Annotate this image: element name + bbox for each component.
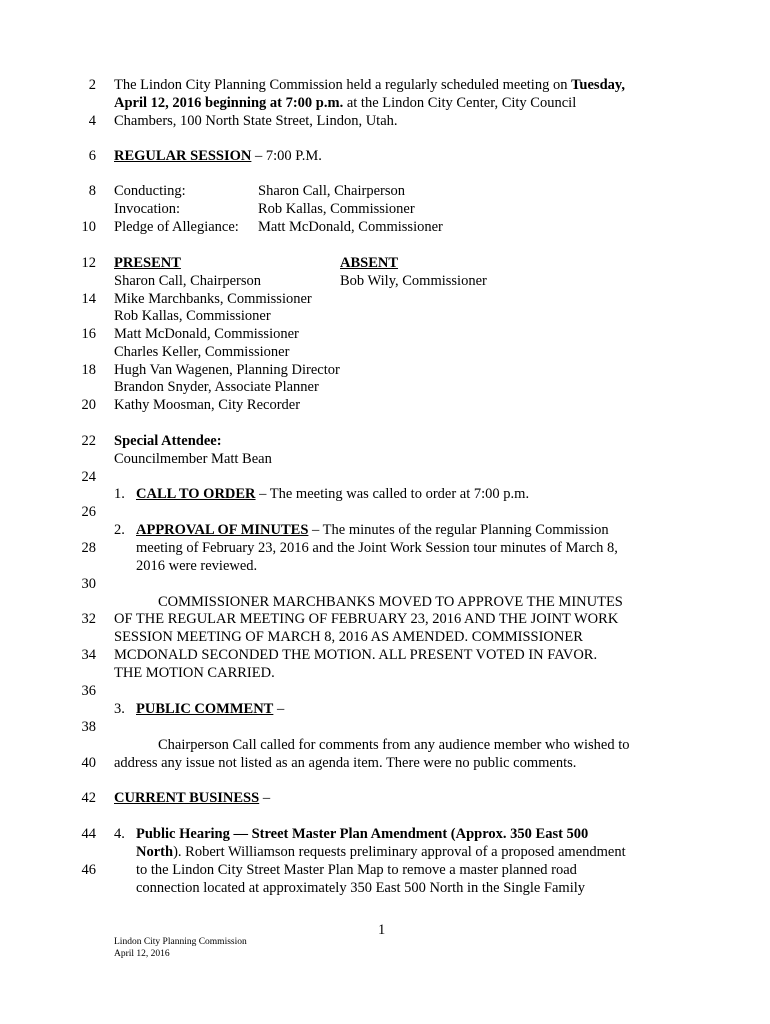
footer-line: April 12, 2016 [114, 949, 170, 959]
session-heading: REGULAR SESSION – 7:00 P.M. [114, 148, 322, 164]
line-number: 4 [88, 113, 96, 129]
absent-heading: ABSENT [340, 255, 399, 271]
present-name: Matt McDonald, Commissioner [114, 326, 299, 342]
line-number: 2 [88, 77, 96, 93]
present-name: Kathy Moosman, City Recorder [114, 397, 301, 413]
item-number: 4. [114, 826, 125, 842]
approval-text-line: meeting of February 23, 2016 and the Joint Work Session tour minutes of March 8, [136, 540, 618, 556]
intro-line-1: The Lindon City Planning Commission held a regularly scheduled meeting on Tuesday, [114, 77, 625, 93]
call-to-order: CALL TO ORDER – The meeting was called to order at 7:00 p.m. [136, 486, 530, 502]
item4-line: connection located at approximately 350 East 500 North in the Single Family [136, 880, 585, 896]
motion-line: SESSION MEETING OF MARCH 8, 2016 AS AMENDED. COMMISSIONER [114, 629, 583, 645]
motion-line: COMMISSIONER MARCHBANKS MOVED TO APPROVE THE MINUTES [158, 594, 623, 610]
line-number: 42 [81, 790, 96, 806]
line-number: 32 [81, 611, 96, 627]
role-label: Pledge of Allegiance: [114, 219, 239, 235]
line-number: 26 [81, 504, 96, 520]
intro-line-2: April 12, 2016 beginning at 7:00 p.m. at the Lindon City Center, City Council [114, 95, 577, 111]
item4-title-line: Public Hearing — Street Master Plan Amendment (Approx. 350 East 500 [136, 826, 589, 842]
item-number: 3. [114, 701, 125, 717]
present-heading: PRESENT [114, 255, 181, 271]
page-footer [114, 936, 247, 960]
line-number: 40 [81, 755, 96, 771]
present-name: Brandon Snyder, Associate Planner [114, 379, 319, 395]
role-value: Rob Kallas, Commissioner [258, 201, 415, 217]
intro-line-3: Chambers, 100 North State Street, Lindon, Utah. [114, 113, 398, 129]
line-number: 10 [81, 219, 96, 235]
role-label: Conducting: [114, 183, 186, 199]
approval-text-line: 2016 were reviewed. [136, 558, 258, 574]
special-attendee-name: Councilmember Matt Bean [114, 451, 272, 467]
line-number: 46 [81, 862, 96, 878]
line-number: 44 [81, 826, 96, 842]
item4-line: to the Lindon City Street Master Plan Map to remove a master planned road [136, 862, 577, 878]
present-name: Rob Kallas, Commissioner [114, 308, 271, 324]
current-business-heading: CURRENT BUSINESS – [114, 790, 271, 806]
line-number: 14 [81, 291, 96, 307]
public-comment: PUBLIC COMMENT – [136, 701, 285, 717]
motion-line: THE MOTION CARRIED. [114, 665, 275, 681]
present-name: Charles Keller, Commissioner [114, 344, 290, 360]
present-name: Mike Marchbanks, Commissioner [114, 291, 312, 307]
line-number: 38 [81, 719, 96, 735]
line-number: 28 [81, 540, 96, 556]
line-number: 20 [81, 397, 96, 413]
line-number: 8 [88, 183, 96, 199]
comment-line: address any issue not listed as an agenda item. There were no public comments. [114, 755, 577, 771]
line-number: 12 [81, 255, 96, 271]
motion-line: MCDONALD SECONDED THE MOTION. ALL PRESENT VOTED IN FAVOR. [114, 647, 598, 663]
line-number: 30 [81, 576, 96, 592]
line-number: 16 [81, 326, 96, 342]
footer-line: Lindon City Planning Commission [114, 937, 247, 947]
item-number: 1. [114, 486, 125, 502]
role-value: Matt McDonald, Commissioner [258, 219, 443, 235]
line-number: 36 [81, 683, 96, 699]
line-number: 22 [81, 433, 96, 449]
item4-line: North). Robert Williamson requests preliminary approval of a proposed amendment [136, 844, 626, 860]
motion-line: OF THE REGULAR MEETING OF FEBRUARY 23, 2016 AND THE JOINT WORK [114, 611, 619, 627]
absent-name: Bob Wily, Commissioner [340, 273, 487, 289]
line-number: 6 [88, 148, 96, 164]
item-number: 2. [114, 522, 125, 538]
role-value: Sharon Call, Chairperson [258, 183, 405, 199]
line-number: 24 [81, 469, 96, 485]
page-number: 1 [378, 922, 386, 938]
line-number: 18 [81, 362, 96, 378]
present-name: Hugh Van Wagenen, Planning Director [114, 362, 340, 378]
line-number: 34 [81, 647, 96, 663]
comment-line: Chairperson Call called for comments from any audience member who wished to [158, 737, 630, 753]
special-attendee-heading: Special Attendee: [114, 433, 222, 449]
role-label: Invocation: [114, 201, 181, 217]
approval-of-minutes: APPROVAL OF MINUTES – The minutes of the regular Planning Commission [136, 522, 609, 538]
present-name: Sharon Call, Chairperson [114, 273, 261, 289]
